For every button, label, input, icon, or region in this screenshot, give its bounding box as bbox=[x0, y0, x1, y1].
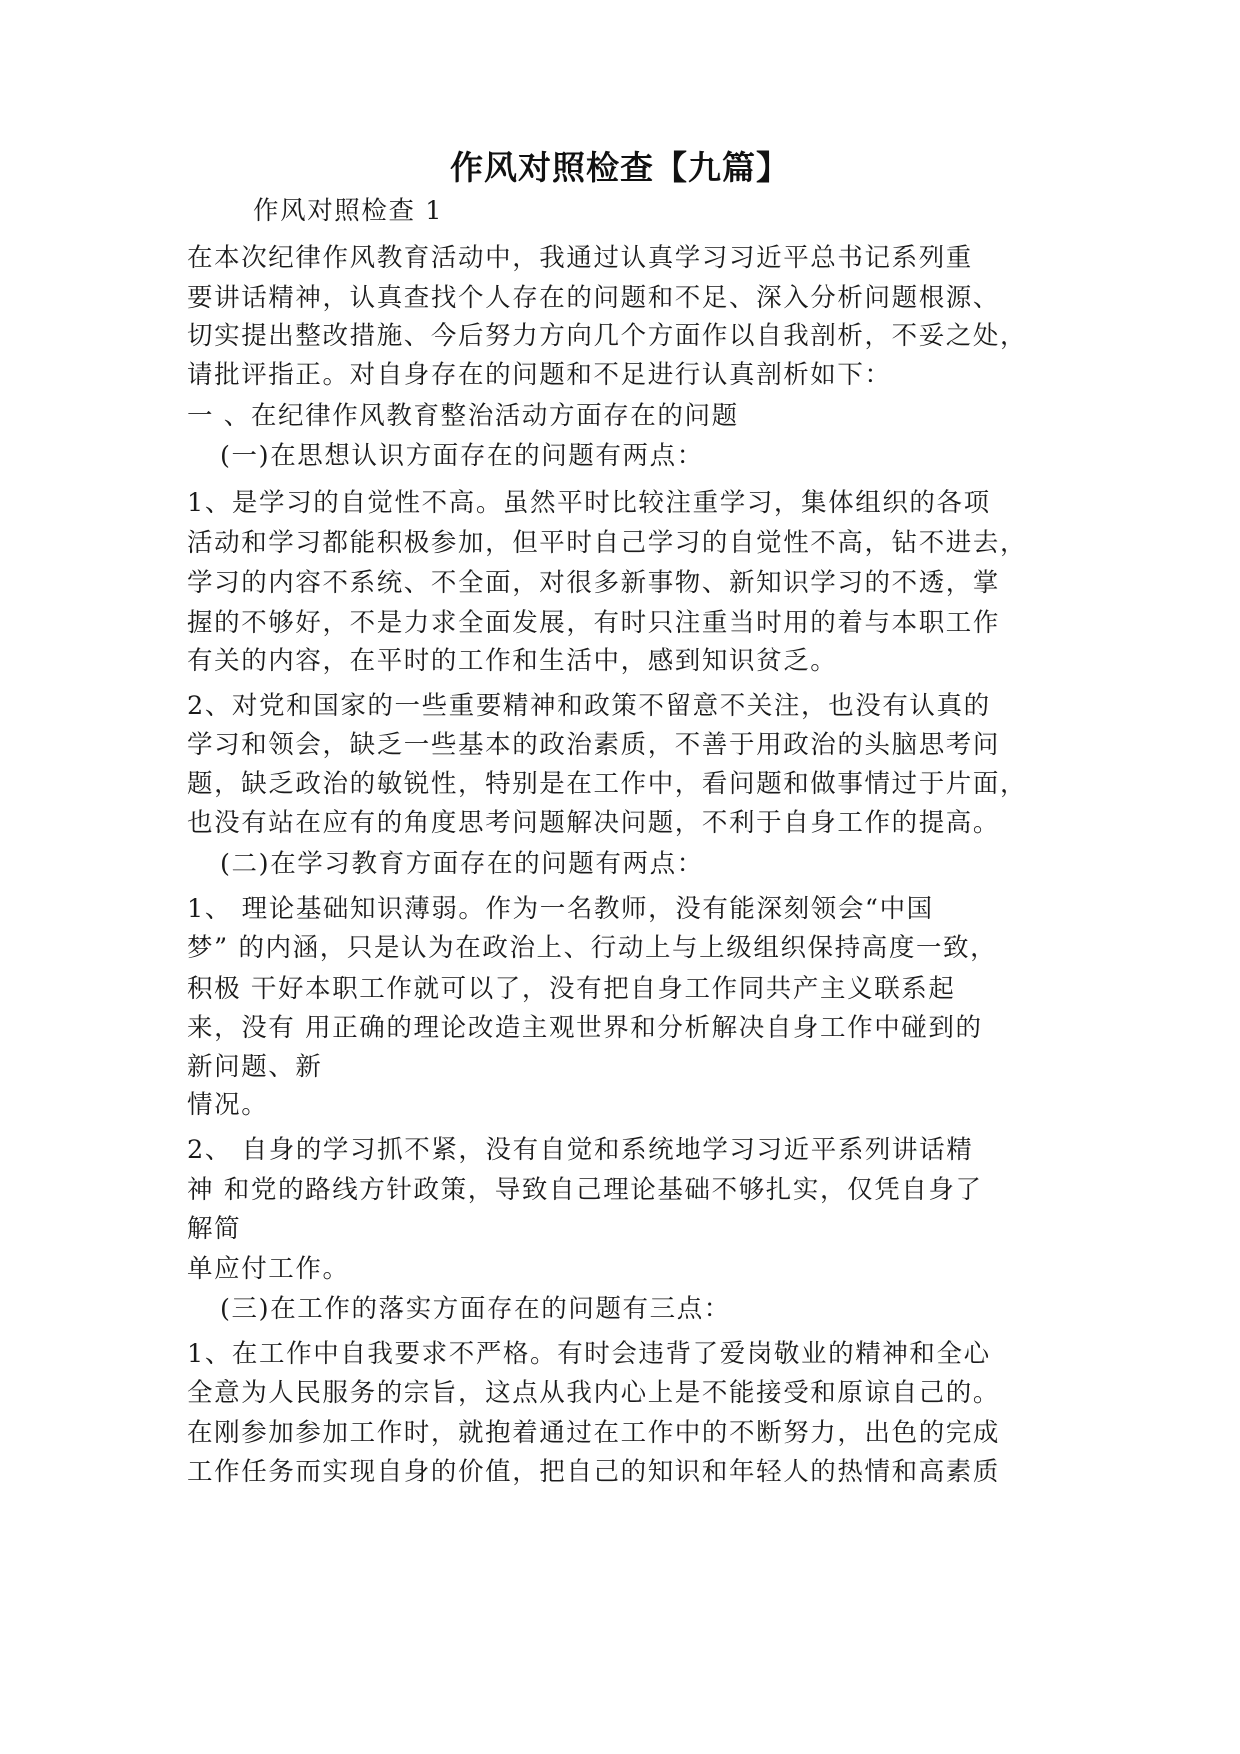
paragraph-line: 1、在工作中自我要求不严格。有时会违背了爱岗敬业的精神和全心 bbox=[187, 1339, 991, 1369]
paragraph-line: 梦” 的内涵，只是认为在政治上、行动上与上级组织保持高度一致， bbox=[187, 933, 998, 963]
section-heading: 一 、在纪律作风教育整治活动方面存在的问题 bbox=[187, 401, 739, 431]
paragraph-line: 全意为人民服务的宗旨，这点从我内心上是不能接受和原谅自己的。 bbox=[187, 1378, 1001, 1408]
paragraph-line: 积极 干好本职工作就可以了，没有把自身工作同共产主义联系起 bbox=[187, 974, 956, 1004]
paragraph-line: 单应付工作。 bbox=[187, 1254, 350, 1284]
paragraph-line: 在本次纪律作风教育活动中，我通过认真学习习近平总书记系列重 bbox=[187, 243, 973, 273]
paragraph-line: 工作任务而实现自身的价值，把自己的知识和年轻人的热情和高素质 bbox=[187, 1457, 1001, 1487]
paragraph-line: 也没有站在应有的角度思考问题解决问题，不利于自身工作的提高。 bbox=[187, 808, 1001, 838]
paragraph-line: 新问题、新 bbox=[187, 1052, 323, 1082]
document-title: 作风对照检查【九篇】 bbox=[450, 148, 790, 187]
paragraph-line: 来，没有 用正确的理论改造主观世界和分析解决自身工作中碰到的 bbox=[187, 1013, 983, 1043]
subsection-heading: (二)在学习教育方面存在的问题有两点： bbox=[220, 849, 704, 879]
paragraph-line: 解简 bbox=[187, 1214, 242, 1244]
paragraph-line: 学习的内容不系统、不全面，对很多新事物、新知识学习的不透，掌 bbox=[187, 568, 1001, 598]
paragraph-line: 神 和党的路线方针政策，导致自己理论基础不够扎实，仅凭自身了 bbox=[187, 1175, 983, 1205]
paragraph-line: 有关的内容，在平时的工作和生活中，感到知识贫乏。 bbox=[187, 646, 838, 676]
paragraph-line: 题，缺乏政治的敏锐性，特别是在工作中，看问题和做事情过于片面， bbox=[187, 769, 1028, 799]
paragraph-line: 握的不够好，不是力求全面发展，有时只注重当时用的着与本职工作 bbox=[187, 608, 1001, 638]
paragraph-line: 在刚参加参加工作时，就抱着通过在工作中的不断努力，出色的完成 bbox=[187, 1418, 1001, 1448]
paragraph-line: 切实提出整改措施、今后努力方向几个方面作以自我剖析，不妥之处， bbox=[187, 321, 1028, 351]
paragraph-line: 1、 理论基础知识薄弱。作为一名教师，没有能深刻领会“中国 bbox=[187, 894, 934, 924]
subsection-heading: (三)在工作的落实方面存在的问题有三点： bbox=[220, 1294, 731, 1324]
paragraph-line: 活动和学习都能积极参加，但平时自己学习的自觉性不高，钻不进去， bbox=[187, 528, 1028, 558]
paragraph-line: 2、 自身的学习抓不紧，没有自觉和系统地学习习近平系列讲话精 bbox=[187, 1135, 974, 1165]
paragraph-line: 要讲话精神，认真查找个人存在的问题和不足、深入分析问题根源、 bbox=[187, 283, 1001, 313]
paragraph-line: 学习和领会，缺乏一些基本的政治素质，不善于用政治的头脑思考问 bbox=[187, 730, 1001, 760]
document-subtitle: 作风对照检查 1 bbox=[253, 196, 444, 226]
paragraph-line: 2、对党和国家的一些重要精神和政策不留意不关注，也没有认真的 bbox=[187, 691, 991, 721]
paragraph-line: 请批评指正。对自身存在的问题和不足进行认真剖析如下： bbox=[187, 360, 892, 390]
paragraph-line: 1、是学习的自觉性不高。虽然平时比较注重学习，集体组织的各项 bbox=[187, 488, 991, 518]
paragraph-line: 情况。 bbox=[187, 1090, 269, 1120]
subsection-heading: (一)在思想认识方面存在的问题有两点： bbox=[220, 441, 704, 471]
